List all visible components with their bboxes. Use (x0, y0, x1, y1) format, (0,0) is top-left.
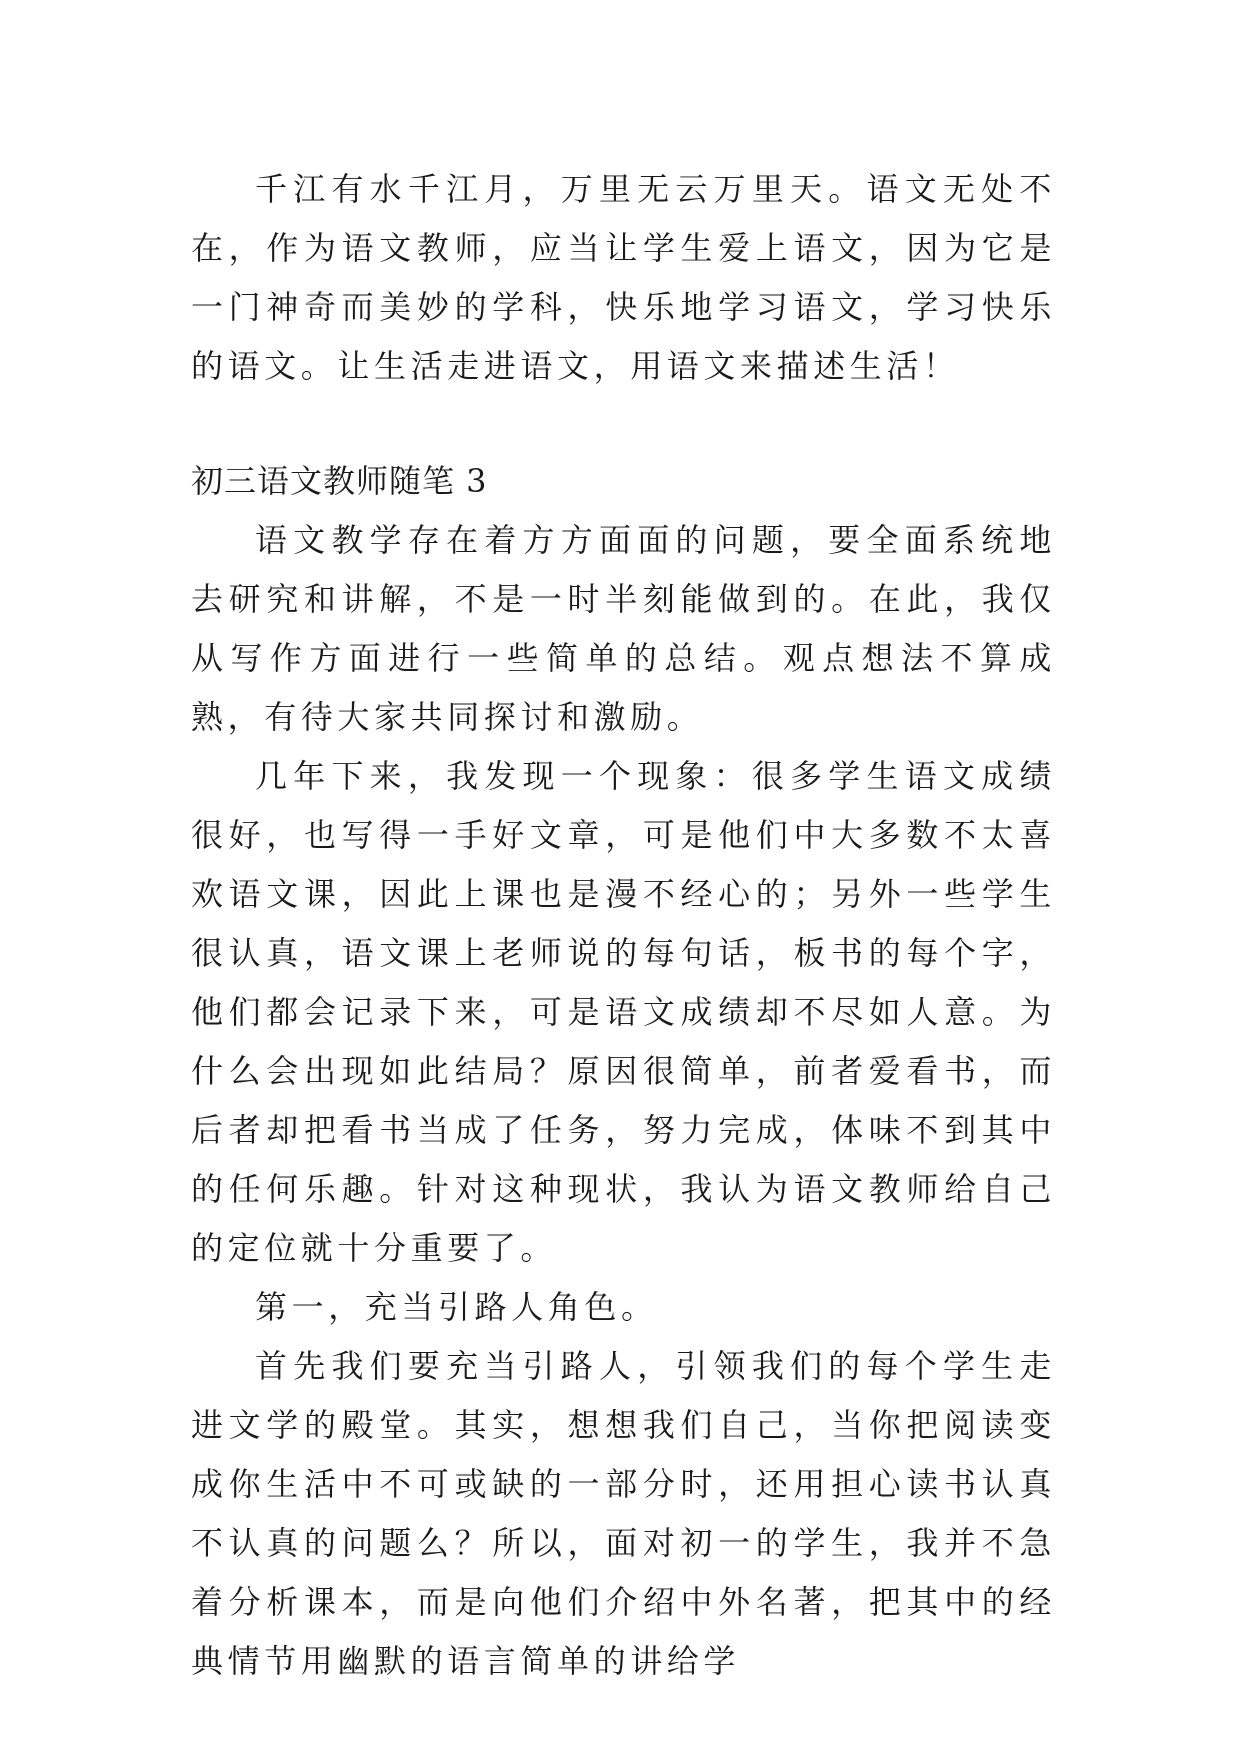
section-gap (191, 396, 1056, 452)
body-paragraph-2: 几年下来，我发现一个现象：很多学生语文成绩很好，也写得一手好文章，可是他们中大多数不太喜欢语文课，因此上课也是漫不经心的；另外一些学生很认真，语文课上老师说的每句话，板书的每个字，他们都会记录下来，可是语文成绩却不尽如人意。为什么会出现如此结局？原因很简单，前者爱看书，而后者却把看书当成了任务，努力完成，体味不到其中的任何乐趣。针对这种现状，我认为语文教师给自己的定位就十分重要了。 (191, 757, 1056, 1267)
body-paragraph-1: 语文教学存在着方方面面的问题，要全面系统地去研究和讲解，不是一时半刻能做到的。在此，我仅从写作方面进行一些简单的总结。观点想法不算成熟，有待大家共同探讨和激励。 (191, 521, 1056, 736)
body-paragraph-3: 第一，充当引路人角色。 (255, 1288, 658, 1326)
section-title: 初三语文教师随笔 3 (191, 462, 488, 500)
intro-paragraph: 千江有水千江月，万里无云万里天。语文无处不在，作为语文教师，应当让学生爱上语文，因为它是一门神奇而美妙的学科，快乐地学习语文，学习快乐的语文。让生活走进语文，用语文来描述生活！ (191, 170, 1056, 385)
document-body (191, 160, 1056, 1691)
body-paragraph-4: 首先我们要充当引路人，引领我们的每个学生走进文学的殿堂。其实，想想我们自己，当你把阅读变成你生活中不可或缺的一部分时，还用担心读书认真不认真的问题么？所以，面对初一的学生，我并不急着分析课本，而是向他们介绍中外名著，把其中的经典情节用幽默的语言简单的讲给学 (191, 1347, 1056, 1680)
